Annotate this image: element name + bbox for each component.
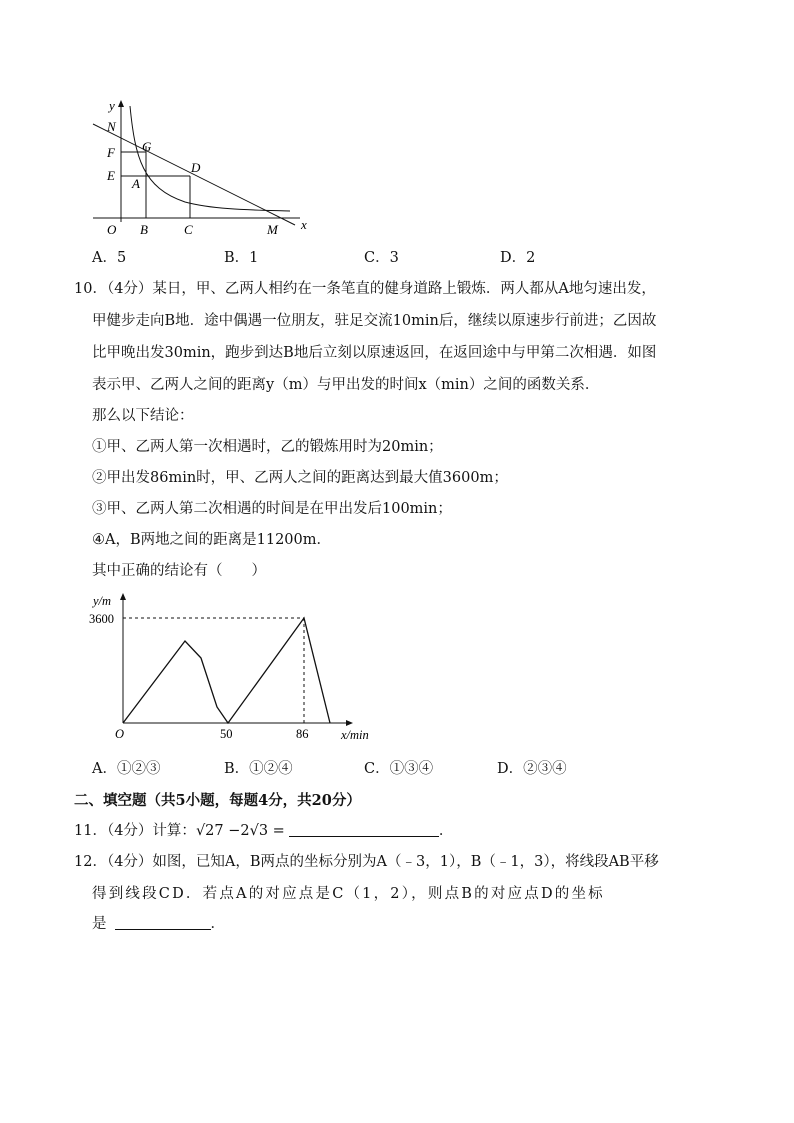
q10-line-1: 10．（4分）某日，甲、乙两人相约在一条笔直的健身道路上锻炼．两人都从A地匀速出发， xyxy=(74,281,656,297)
q10-line-3: 比甲晚出发30min，跑步到达B地后立刻以原速返回，在返回途中与甲第二次相遇．如图 xyxy=(92,345,657,361)
q12-answer-blank[interactable] xyxy=(115,915,211,930)
q10-option-c[interactable]: C．①③④ xyxy=(364,761,434,777)
q10-line-2: 甲健步走向B地．途中偶遇一位朋友，驻足交流10min后，继续以原速步行前进；乙因故 xyxy=(92,313,657,329)
q9-label-G: G xyxy=(142,139,152,154)
q10-conclusion-1: ①甲、乙两人第一次相遇时，乙的锻炼用时为20min； xyxy=(92,439,443,455)
q11-suffix: ． xyxy=(438,823,454,839)
q10-graph xyxy=(85,590,385,748)
q10-origin: O xyxy=(115,727,125,741)
q9-option-d[interactable]: D．2 xyxy=(500,250,536,266)
q9-label-B: B xyxy=(140,222,148,237)
q10-x-tick-86: 86 xyxy=(296,727,309,741)
q10-conclusion-4: ④A，B两地之间的距离是11200m． xyxy=(92,532,332,548)
q10-conclusion-3: ③甲、乙两人第二次相遇的时间是在甲出发后100min； xyxy=(92,501,452,517)
q10-y-arrow xyxy=(120,593,126,600)
q9-y-arrow xyxy=(118,100,124,107)
q9-option-b[interactable]: B．1 xyxy=(224,250,259,266)
q9-label-A: A xyxy=(132,176,140,191)
q10-ylabel: y/m xyxy=(93,594,112,608)
q9-label-N: N xyxy=(107,119,116,134)
q12-line-3-prefix: 是 xyxy=(92,916,107,932)
q10-y-tick-3600: 3600 xyxy=(89,612,114,626)
q12-line-3 xyxy=(92,914,225,934)
q9-option-a[interactable]: A．5 xyxy=(92,250,127,266)
q10-ask: 其中正确的结论有（ ） xyxy=(92,563,266,579)
q9-hyperbola xyxy=(130,106,290,211)
q12-line-1: 12．（4分）如图，已知A，B两点的坐标分别为A（﹣3，1），B（﹣1，3），将线段AB平移 xyxy=(74,854,659,870)
q9-label-F: F xyxy=(107,145,115,160)
q9-label-E: E xyxy=(107,168,115,183)
q9-label-O: O xyxy=(107,222,117,237)
q9-label-y: y xyxy=(109,98,115,113)
section-2-title: 二、填空题（共5小题，每题4分，共20分） xyxy=(74,792,361,809)
q9-label-C: C xyxy=(184,222,193,237)
q9-label-D: D xyxy=(191,160,201,175)
q9-graph xyxy=(85,98,315,238)
q11-expression: √27 −2√3 = xyxy=(195,823,285,839)
q9-option-c[interactable]: C．3 xyxy=(364,250,399,266)
q11-answer-blank[interactable] xyxy=(289,822,439,837)
q10-xlabel: x/min xyxy=(341,728,369,742)
q10-option-b[interactable]: B．①②④ xyxy=(224,761,293,777)
q12-line-3-suffix: ． xyxy=(210,916,225,932)
q10-function-line xyxy=(123,618,330,723)
q11-line xyxy=(74,821,453,841)
q10-conclusion-2: ②甲出发86min时，甲、乙两人之间的距离达到最大值3600m； xyxy=(92,470,508,486)
q10-x-arrow xyxy=(346,720,353,726)
q11-prefix: 11．（4分）计算： xyxy=(74,823,196,839)
q9-label-x: x xyxy=(301,217,307,232)
q9-label-M: M xyxy=(267,222,278,237)
q10-option-d[interactable]: D．②③④ xyxy=(497,761,567,777)
q10-line-4: 表示甲、乙两人之间的距离y（m）与甲出发的时间x（min）之间的函数关系． xyxy=(92,377,600,393)
q10-option-a[interactable]: A．①②③ xyxy=(92,761,161,777)
q10-line-5: 那么以下结论： xyxy=(92,408,194,424)
q12-line-2: 得到线段CD．若点A的对应点是C（1，2），则点B的对应点D的坐标 xyxy=(92,886,605,902)
q10-x-tick-50: 50 xyxy=(220,727,233,741)
